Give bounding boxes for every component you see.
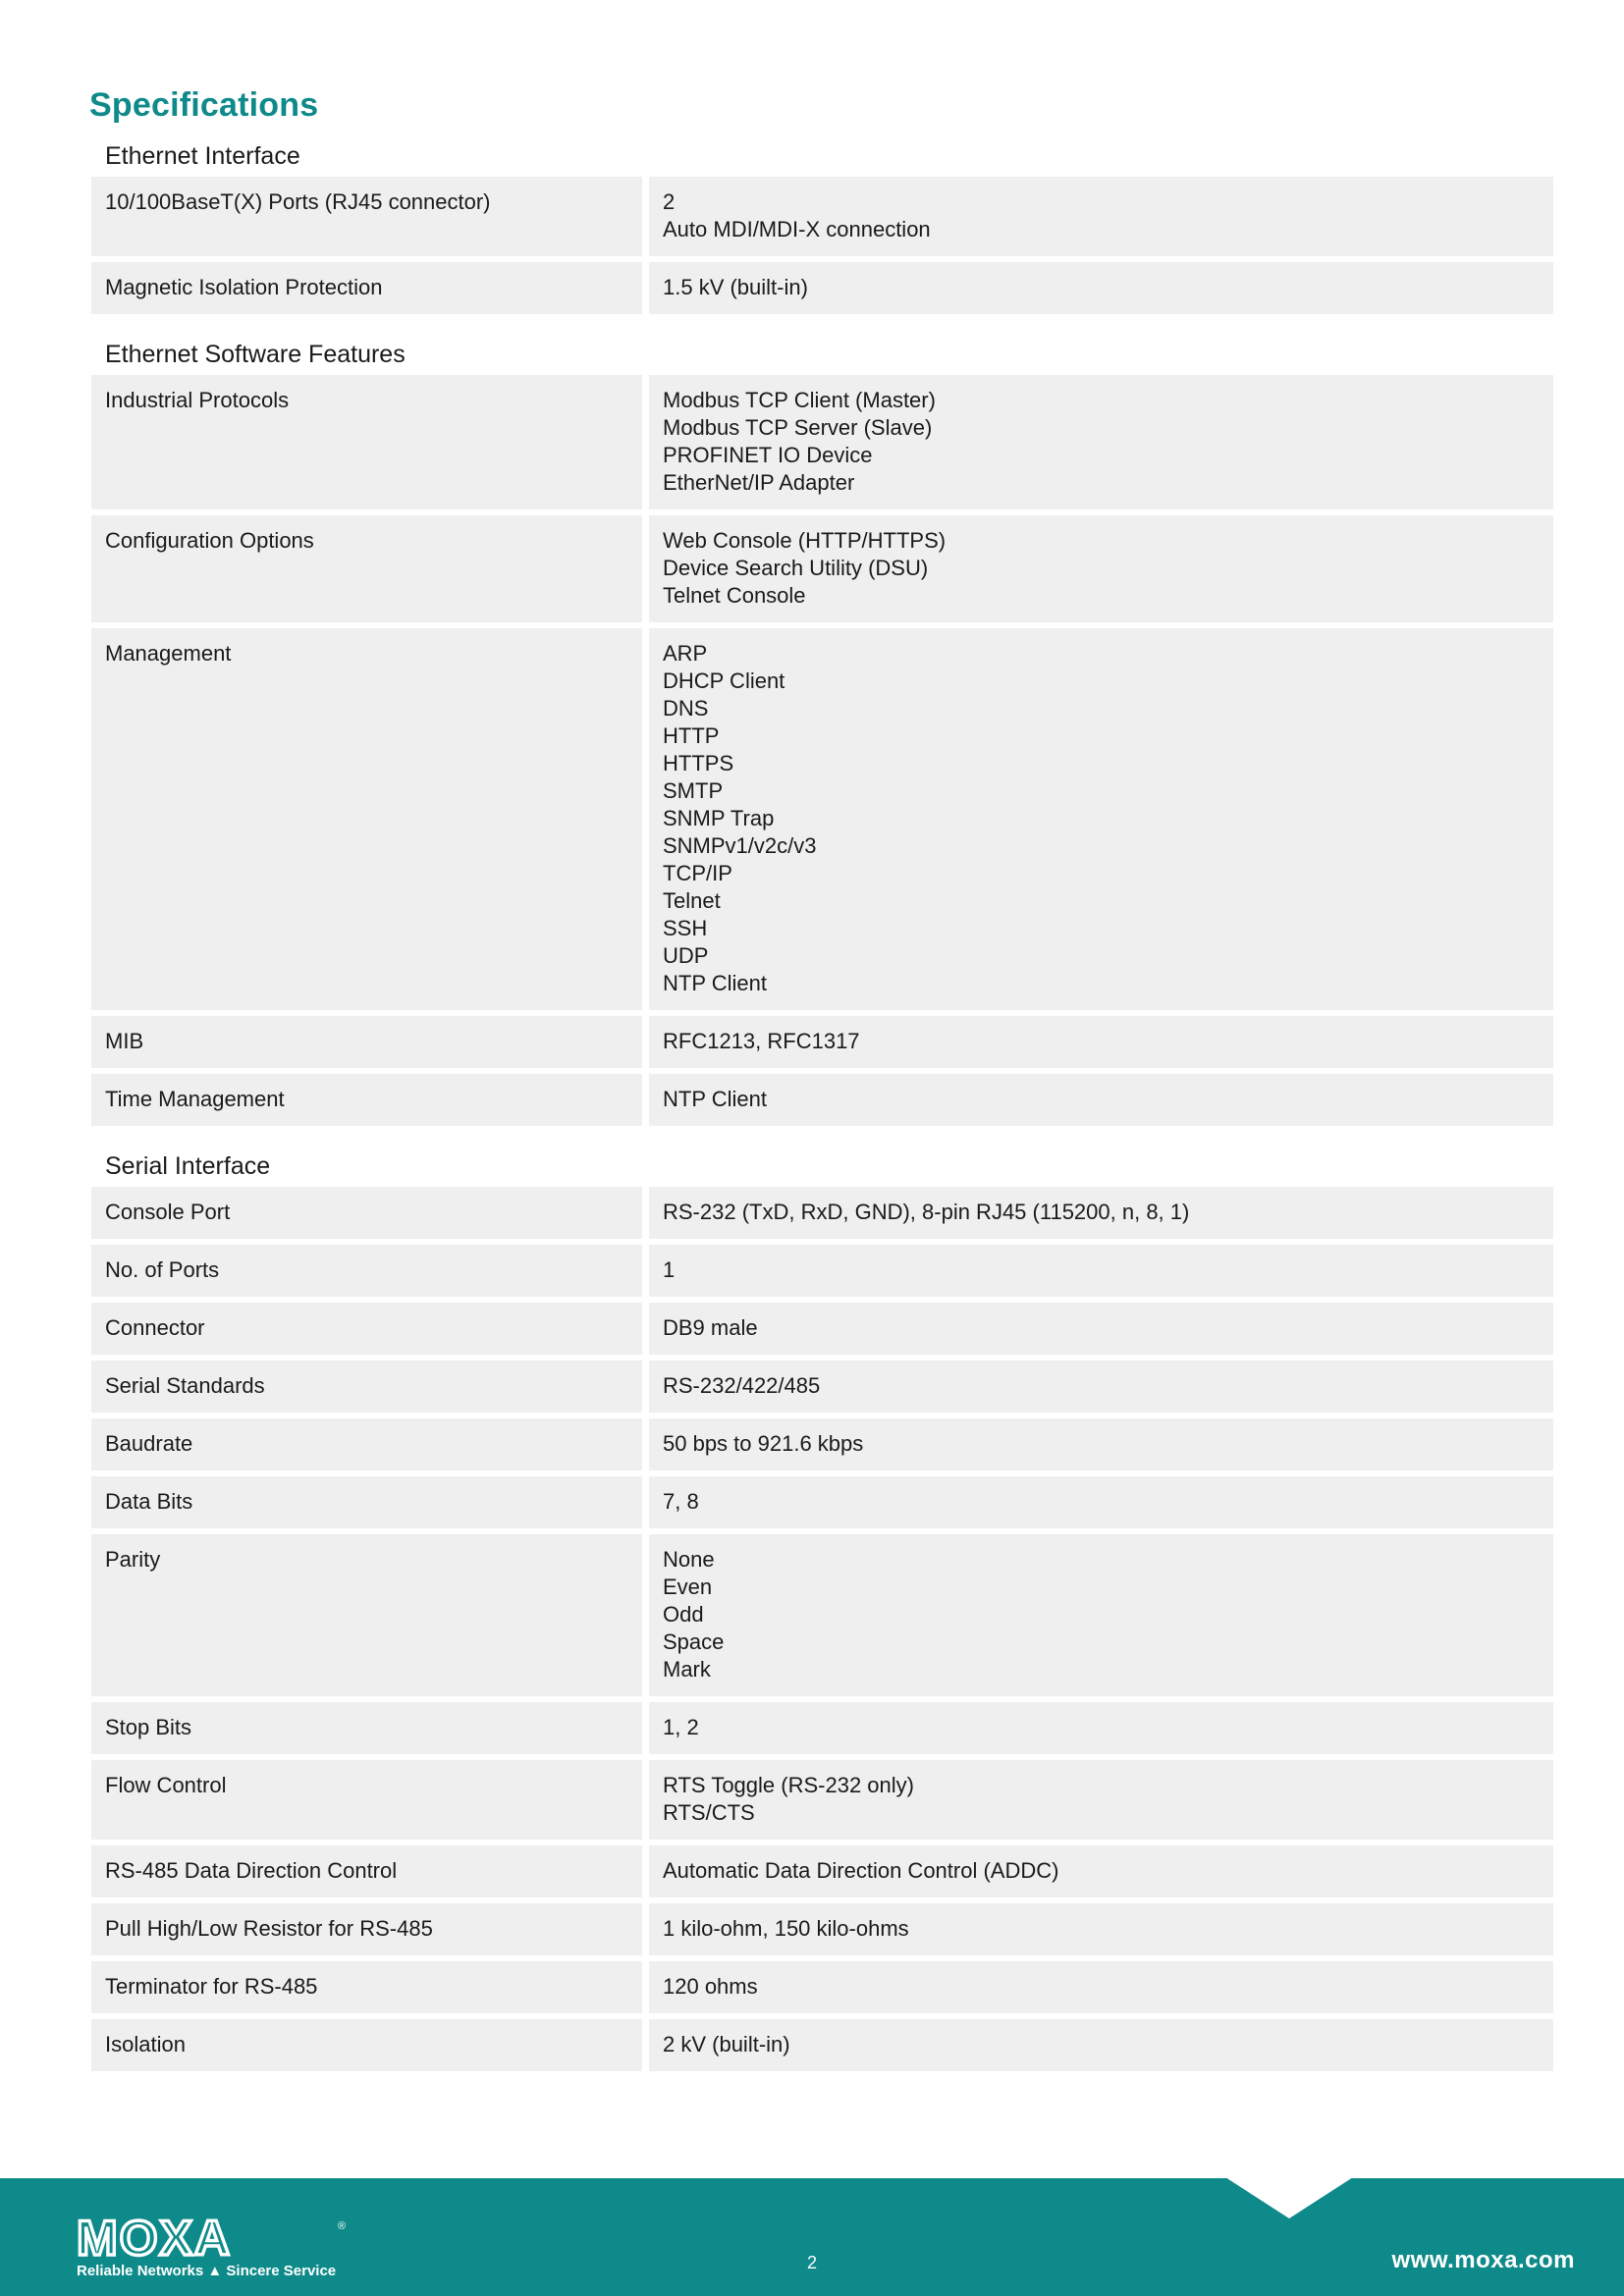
spec-value [649,1016,1553,1068]
spec-value-line: Telnet [663,888,721,913]
section-title: Serial Interface [105,1152,271,1180]
spec-row [91,1361,1553,1413]
spec-row [91,177,1553,256]
spec-value-line: Odd [663,1602,704,1627]
spec-value-line: 2 [663,189,676,214]
page-title: Specifications [89,86,319,124]
spec-value-line: NTP Client [663,1087,767,1111]
spec-row [91,1845,1553,1897]
spec-value-line: RS-232/422/485 [663,1373,821,1398]
spec-label: 10/100BaseT(X) Ports (RJ45 connector) [91,177,642,256]
spec-label: Baudrate [91,1418,642,1470]
spec-value-line: Even [663,1575,713,1599]
spec-label: Data Bits [91,1476,642,1528]
spec-label: Industrial Protocols [91,375,642,509]
moxa-logo [77,2216,361,2284]
spec-label: Stop Bits [91,1702,642,1754]
spec-value-line: Automatic Data Direction Control (ADDC) [663,1858,1059,1883]
spec-row [91,375,1553,509]
spec-content [91,139,1553,2077]
spec-value-line: Space [663,1629,725,1654]
spec-value-line: SMTP [663,778,724,803]
spec-label: Configuration Options [91,515,642,622]
spec-row [91,1903,1553,1955]
spec-value-line: 1.5 kV (built-in) [663,275,808,299]
spec-value-line: Auto MDI/MDI-X connection [663,217,931,241]
spec-row [91,1074,1553,1126]
spec-value-line: 1 kilo-ohm, 150 kilo-ohms [663,1916,909,1941]
spec-row [91,1245,1553,1297]
spec-value-line: NTP Client [663,971,767,995]
website-link[interactable]: www.moxa.com [1391,2247,1575,2273]
spec-value [649,1903,1553,1955]
section-title: Ethernet Interface [105,142,300,170]
spec-row [91,262,1553,314]
spec-value-line: HTTPS [663,751,734,775]
spec-value-line: DB9 male [663,1315,758,1340]
spec-value [649,1961,1553,2013]
logo-tagline: Reliable Networks ▲ Sincere Service [77,2263,337,2279]
spec-value-line: SSH [663,916,708,940]
spec-row [91,1016,1553,1068]
spec-value-line: RS-232 (TxD, RxD, GND), 8-pin RJ45 (115200, n, 8, 1) [663,1200,1190,1224]
spec-value [649,1476,1553,1528]
spec-value-line: DHCP Client [663,668,785,693]
spec-value-line: Telnet Console [663,583,806,608]
spec-row [91,628,1553,1010]
spec-label: Time Management [91,1074,642,1126]
spec-row [91,1418,1553,1470]
spec-value-line: RTS/CTS [663,1800,755,1825]
spec-value-line: PROFINET IO Device [663,443,873,467]
spec-label: Pull High/Low Resistor for RS-485 [91,1903,642,1955]
spec-value [649,177,1553,256]
spec-label: Terminator for RS-485 [91,1961,642,2013]
footer-notch [1225,2177,1353,2218]
spec-label: Management [91,628,642,1010]
spec-value-line: TCP/IP [663,861,732,885]
spec-label: Magnetic Isolation Protection [91,262,642,314]
spec-label: MIB [91,1016,642,1068]
spec-row [91,1187,1553,1239]
footer [0,2178,1624,2296]
spec-value-line: Web Console (HTTP/HTTPS) [663,528,947,553]
spec-value-line: Mark [663,1657,711,1682]
spec-value [649,1845,1553,1897]
spec-value-line: HTTP [663,723,720,748]
spec-value-line: UDP [663,943,709,968]
spec-value [649,1074,1553,1126]
spec-value [649,1534,1553,1696]
spec-value-line: 1, 2 [663,1715,699,1739]
spec-value-line: EtherNet/IP Adapter [663,470,855,495]
spec-value-line: Device Search Utility (DSU) [663,556,929,580]
spec-value-line: 50 bps to 921.6 kbps [663,1431,864,1456]
section-title: Ethernet Software Features [105,341,406,368]
spec-value-line: None [663,1547,715,1572]
spec-value-line: Modbus TCP Server (Slave) [663,415,933,440]
spec-row [91,515,1553,622]
spec-value [649,1245,1553,1297]
spec-value-line: SNMPv1/v2c/v3 [663,833,817,858]
spec-row [91,1961,1553,2013]
spec-value [649,262,1553,314]
spec-value-line: 120 ohms [663,1974,758,1999]
spec-label: No. of Ports [91,1245,642,1297]
spec-value [649,1418,1553,1470]
spec-label: Serial Standards [91,1361,642,1413]
spec-value [649,515,1553,622]
spec-value-line: RTS Toggle (RS-232 only) [663,1773,914,1797]
spec-label: Flow Control [91,1760,642,1840]
spec-value-line: SNMP Trap [663,806,775,830]
spec-value [649,1760,1553,1840]
spec-row [91,1760,1553,1840]
registered-mark: ® [338,2220,347,2232]
spec-value-line: DNS [663,696,709,721]
spec-value-line: RFC1213, RFC1317 [663,1029,860,1053]
moxa-logo-text: MOXA [77,2216,232,2259]
spec-row [91,2019,1553,2071]
spec-row [91,1534,1553,1696]
spec-value [649,1303,1553,1355]
spec-row [91,1476,1553,1528]
spec-row [91,1303,1553,1355]
spec-value-line: 7, 8 [663,1489,699,1514]
spec-value-line: 2 kV (built-in) [663,2032,790,2056]
spec-row [91,1702,1553,1754]
spec-label: RS-485 Data Direction Control [91,1845,642,1897]
spec-label: Isolation [91,2019,642,2071]
spec-value [649,1702,1553,1754]
spec-label: Parity [91,1534,642,1696]
spec-value [649,375,1553,509]
spec-value-line: 1 [663,1257,676,1282]
spec-value [649,1187,1553,1239]
page-number: 2 [806,2253,817,2272]
spec-value-line: ARP [663,641,708,666]
spec-value [649,1361,1553,1413]
spec-value [649,2019,1553,2071]
spec-value [649,628,1553,1010]
spec-label: Connector [91,1303,642,1355]
spec-value-line: Modbus TCP Client (Master) [663,388,936,412]
spec-label: Console Port [91,1187,642,1239]
